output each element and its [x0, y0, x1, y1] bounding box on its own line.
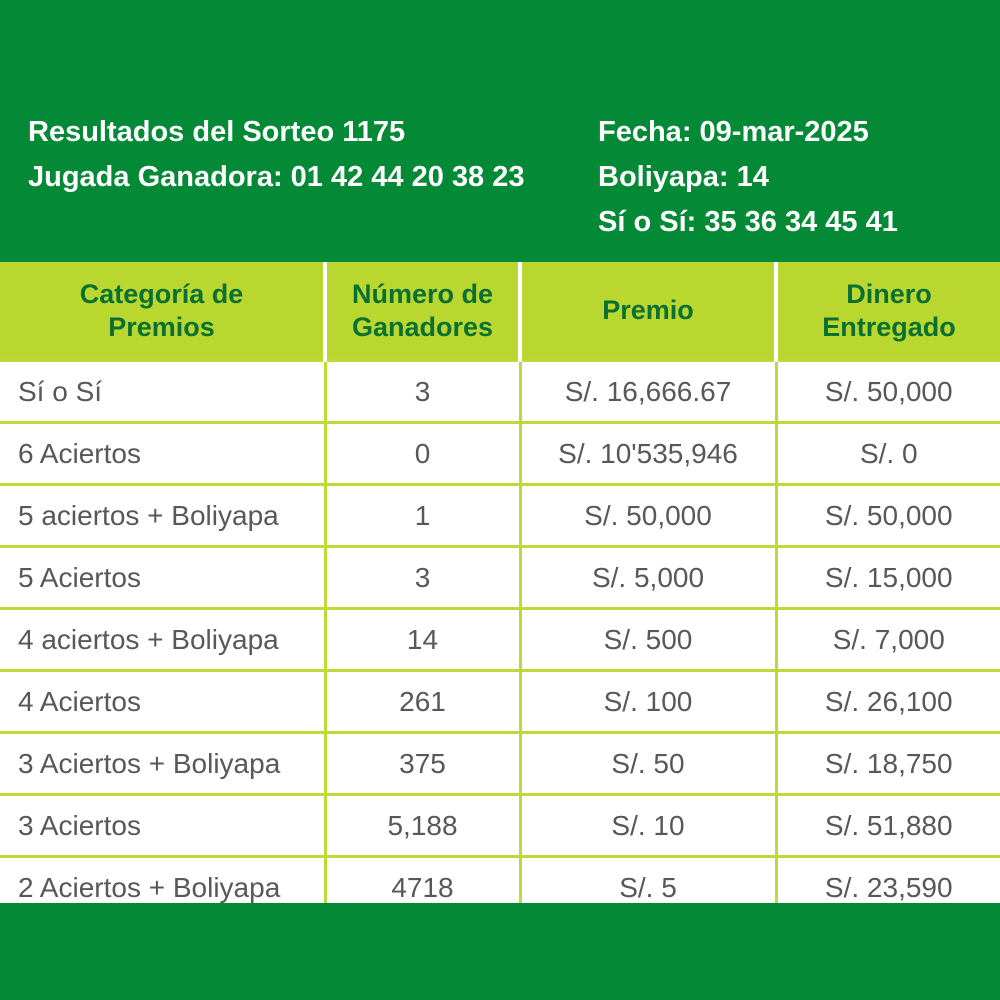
table-row: [0, 857, 1000, 904]
cell-ganadores: 3: [325, 547, 520, 609]
cell-ganadores: 1: [325, 485, 520, 547]
cell-categoria: 2 Aciertos + Boliyapa: [0, 857, 325, 904]
cell-ganadores: 375: [325, 733, 520, 795]
cell-dinero: S/. 26,100: [776, 671, 1000, 733]
cell-premio: S/. 50,000: [520, 485, 776, 547]
table-row: [0, 361, 1000, 423]
cell-premio: S/. 10'535,946: [520, 423, 776, 485]
cell-premio: S/. 5,000: [520, 547, 776, 609]
cell-premio: S/. 5: [520, 857, 776, 904]
cell-dinero: S/. 7,000: [776, 609, 1000, 671]
col-header-dinero: [776, 262, 1000, 361]
cell-categoria: 3 Aciertos: [0, 795, 325, 857]
cell-categoria: 4 aciertos + Boliyapa: [0, 609, 325, 671]
cell-premio: S/. 100: [520, 671, 776, 733]
cell-ganadores: 4718: [325, 857, 520, 904]
banner-results-title: Resultados del Sorteo 1175: [28, 116, 406, 148]
footer-band: [0, 903, 1000, 1000]
col-header-premio: [520, 262, 776, 361]
cell-dinero: S/. 18,750: [776, 733, 1000, 795]
banner-boliyapa: Boliyapa: 14: [598, 161, 769, 193]
cell-dinero: S/. 50,000: [776, 361, 1000, 423]
results-table-wrap: [0, 262, 1000, 903]
table-row: [0, 795, 1000, 857]
table-row: [0, 423, 1000, 485]
col-header-dinero-label: Dinero Entregado: [822, 278, 956, 342]
cell-dinero: S/. 23,590: [776, 857, 1000, 904]
col-header-categoria-label: Categoría de Premios: [79, 278, 244, 342]
results-table-header: [0, 262, 1000, 361]
results-banner: [0, 0, 1000, 262]
table-row: [0, 547, 1000, 609]
banner-right-block: [598, 110, 898, 245]
col-header-ganadores-label: Número de Ganadores: [351, 278, 494, 342]
cell-dinero: S/. 50,000: [776, 485, 1000, 547]
results-table: [0, 262, 1000, 903]
cell-categoria: 6 Aciertos: [0, 423, 325, 485]
col-header-ganadores: [325, 262, 520, 361]
table-row: [0, 671, 1000, 733]
cell-categoria: 4 Aciertos: [0, 671, 325, 733]
cell-premio: S/. 10: [520, 795, 776, 857]
header-row: [0, 262, 1000, 361]
cell-dinero: S/. 51,880: [776, 795, 1000, 857]
banner-winning-play: Jugada Ganadora: 01 42 44 20 38 23: [28, 161, 525, 193]
cell-categoria: 3 Aciertos + Boliyapa: [0, 733, 325, 795]
cell-premio: S/. 50: [520, 733, 776, 795]
table-row: [0, 733, 1000, 795]
cell-premio: S/. 500: [520, 609, 776, 671]
cell-ganadores: 14: [325, 609, 520, 671]
banner-date: Fecha: 09-mar-2025: [598, 116, 869, 148]
banner-si-o-si: Sí o Sí: 35 36 34 45 41: [598, 206, 898, 238]
cell-ganadores: 5,188: [325, 795, 520, 857]
cell-categoria: 5 Aciertos: [0, 547, 325, 609]
col-header-premio-label: Premio: [602, 295, 694, 325]
cell-categoria: Sí o Sí: [0, 361, 325, 423]
banner-left-block: [28, 110, 525, 200]
cell-ganadores: 3: [325, 361, 520, 423]
table-row: [0, 609, 1000, 671]
cell-premio: S/. 16,666.67: [520, 361, 776, 423]
cell-ganadores: 261: [325, 671, 520, 733]
cell-ganadores: 0: [325, 423, 520, 485]
results-table-body: [0, 361, 1000, 904]
cell-categoria: 5 aciertos + Boliyapa: [0, 485, 325, 547]
cell-dinero: S/. 15,000: [776, 547, 1000, 609]
col-header-categoria: [0, 262, 325, 361]
cell-dinero: S/. 0: [776, 423, 1000, 485]
table-row: [0, 485, 1000, 547]
